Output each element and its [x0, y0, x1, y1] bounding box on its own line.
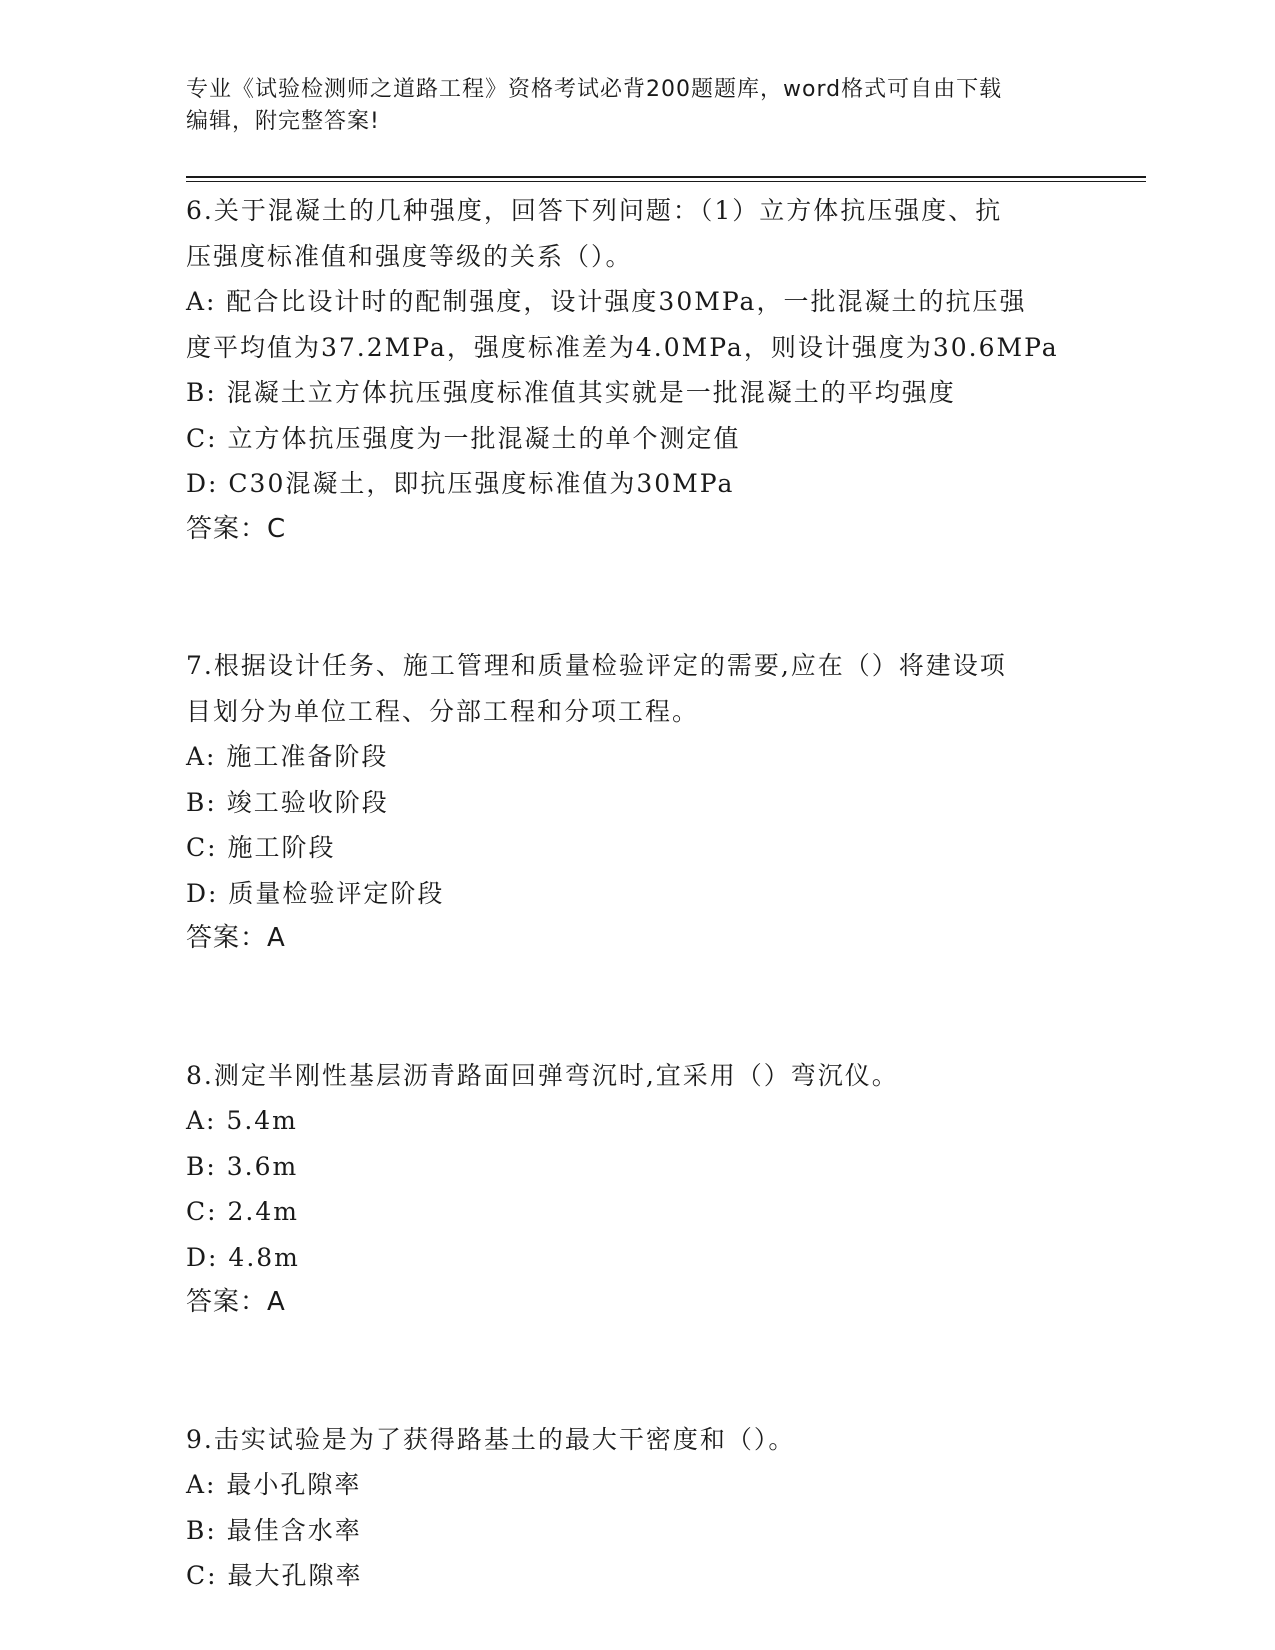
header-divider-thick [186, 176, 1146, 178]
option-d: D: 质量检验评定阶段 [186, 878, 445, 908]
answer-label: 答案：A [186, 1287, 286, 1317]
question-spacer [186, 552, 1086, 643]
question-9 [186, 1417, 1086, 1599]
option-c: C: 最大孔隙率 [186, 1561, 363, 1590]
question-8 [186, 1053, 1086, 1326]
option-a-continued: 度平均值为37.2MPa，强度标准差为4.0MPa，则设计强度为30.6MPa [186, 332, 1059, 362]
question-spacer [186, 962, 1086, 1053]
option-c: C: 施工阶段 [186, 833, 336, 862]
option-c: C: 立方体抗压强度为一批混凝土的单个测定值 [186, 423, 741, 453]
option-a: A: 配合比设计时的配制强度，设计强度30MPa，一批混凝土的抗压强 [186, 287, 1027, 316]
question-stem-line: 7.根据设计任务、施工管理和质量检验评定的需要,应在（）将建设项 [186, 651, 1007, 680]
question-stem-line: 压强度标准值和强度等级的关系（）。 [186, 241, 633, 271]
option-a: A: 施工准备阶段 [186, 742, 389, 771]
question-list [186, 188, 1086, 1599]
option-a: A: 最小孔隙率 [186, 1470, 362, 1499]
question-stem-line: 目划分为单位工程、分部工程和分项工程。 [186, 696, 700, 726]
header-divider-thin [186, 181, 1146, 182]
document-header [186, 74, 1086, 138]
header-title-line-2: 编辑，附完整答案! [186, 109, 380, 134]
option-c: C: 2.4m [186, 1197, 299, 1226]
answer-label: 答案：A [186, 923, 286, 953]
question-spacer [186, 1326, 1086, 1417]
answer-label: 答案：C [186, 513, 287, 544]
option-b: B: 混凝土立方体抗压强度标准值其实就是一批混凝土的平均强度 [186, 378, 956, 407]
option-d: D: 4.8m [186, 1242, 300, 1272]
question-6 [186, 188, 1086, 552]
question-stem-line: 6.关于混凝土的几种强度，回答下列问题：（1）立方体抗压强度、抗 [186, 196, 1003, 225]
header-title-line-1: 专业《试验检测师之道路工程》资格考试必背200题题库，word格式可自由下载 [186, 77, 1003, 102]
question-7 [186, 643, 1086, 962]
question-stem-line: 9.击实试验是为了获得路基土的最大干密度和（）。 [186, 1424, 796, 1454]
option-b: B: 竣工验收阶段 [186, 787, 389, 817]
option-b: B: 最佳含水率 [186, 1515, 362, 1545]
question-stem-line: 8.测定半刚性基层沥青路面回弹弯沉时,宜采用（）弯沉仪。 [186, 1060, 899, 1090]
option-d: D: C30混凝土，即抗压强度标准值为30MPa [186, 469, 735, 498]
option-b: B: 3.6m [186, 1151, 299, 1181]
option-a: A: 5.4m [186, 1106, 298, 1135]
